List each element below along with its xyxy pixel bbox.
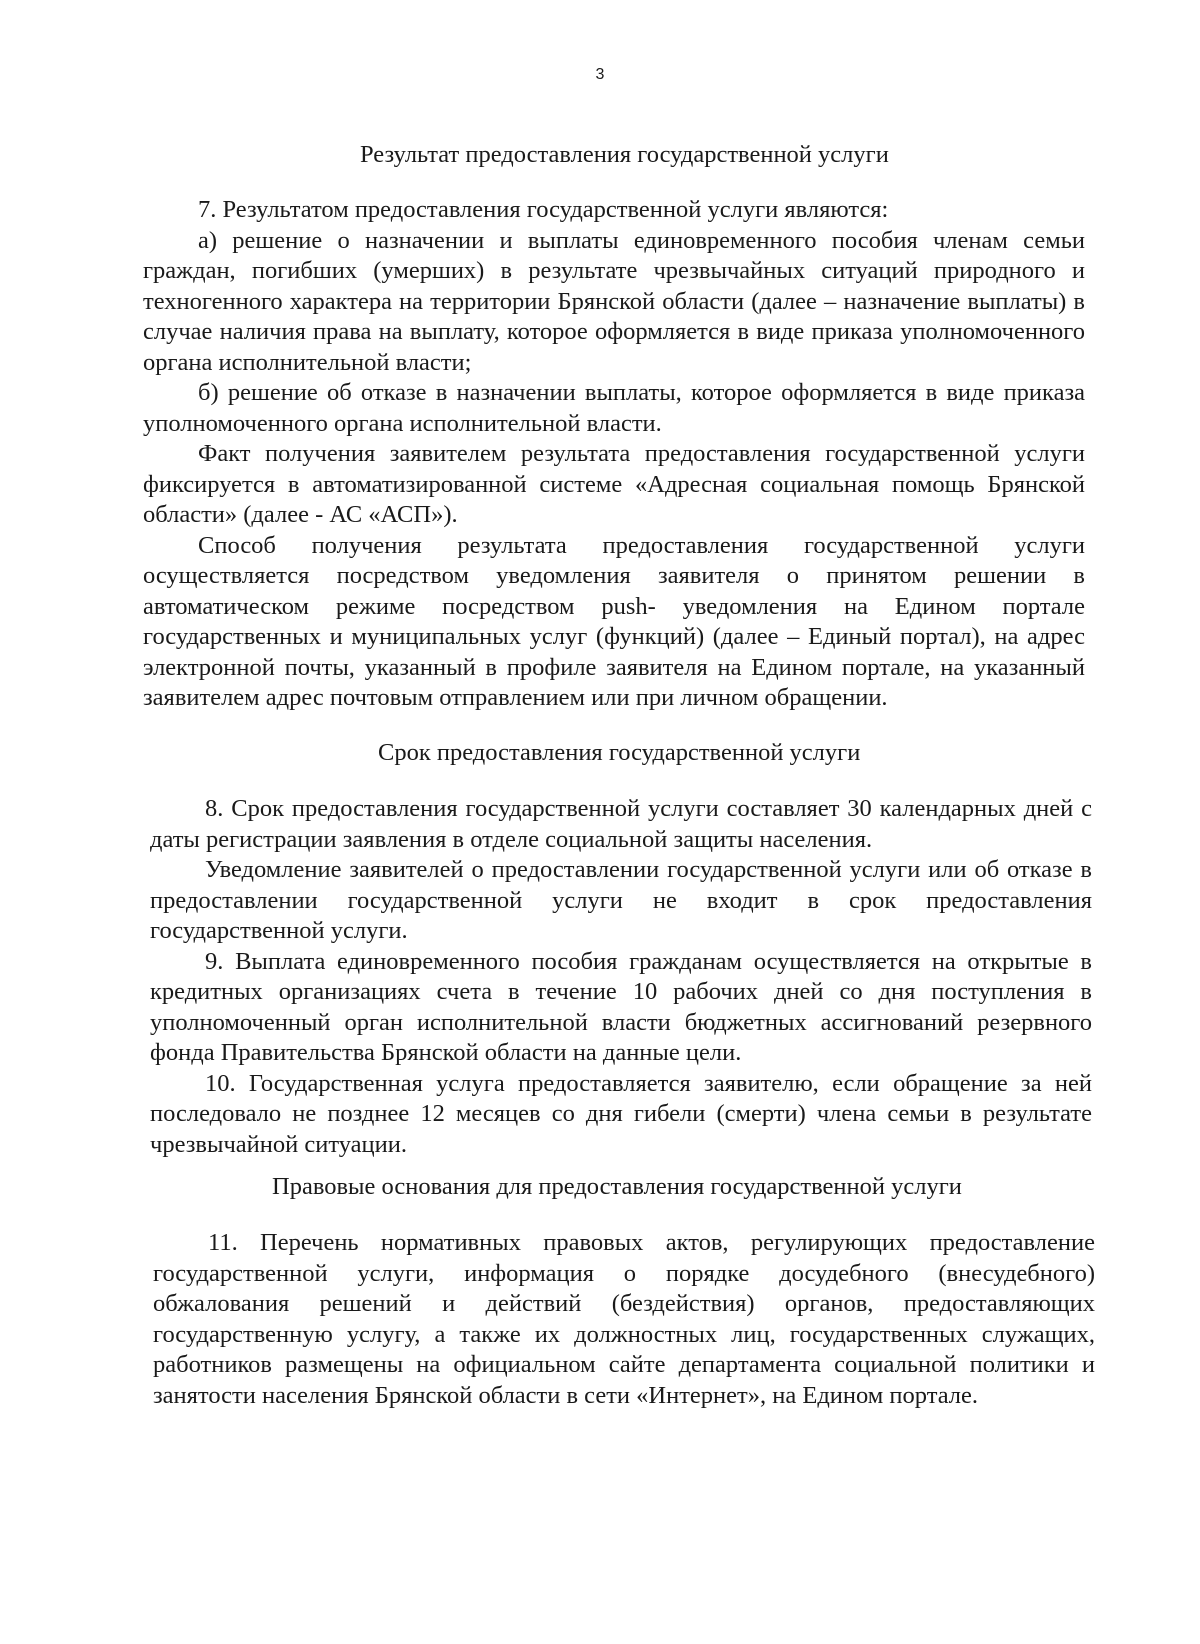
paragraph-7: 7. Результатом предоставления государственной услуги являются: (198, 196, 889, 223)
paragraph-notification: Уведомление заявителей о предоставлении государственной услуги или об отказе в предоставлении государственной услуги не входит в срок предоставления государственной услуги. (150, 856, 1092, 944)
paragraph-7b: б) решение об отказе в назначении выплаты, которое оформляется в виде приказа уполномоченного органа исполнительной власти. (143, 379, 1085, 437)
section-heading-result: Результат предоставления государственной услуги (360, 141, 889, 168)
page-number: 3 (595, 66, 605, 83)
paragraph-7a: а) решение о назначении и выплаты единовременного пособия членам семьи граждан, погибших (умерших) в результате чрезвычайных ситуаций природного и техногенного характера на территории Брянской области (далее – назначение выплаты) в случае наличия права на выплату, которое оформляется в виде приказа уполномоченного органа исполнительной власти; (143, 226, 1085, 376)
paragraph-11: 11. Перечень нормативных правовых актов, регулирующих предоставление государственной услуги, информация о порядке досудебного (внесудебного) обжалования решений и действий (бездействия) органов, предоставляющих государственную услугу, а также их должностных лиц, государственных служащих, работников размещены на официальном сайте департамента социальной политики и занятости населения Брянской области в сети «Интернет», на Едином портале. (153, 1229, 1095, 1409)
paragraph-9: 9. Выплата единовременного пособия гражданам осуществляется на открытые в кредитных организациях счета в течение 10 рабочих дней со дня поступления в уполномоченный орган исполнительной власти бюджетных ассигнований резервного фонда Правительства Брянской области на данные цели. (150, 947, 1092, 1066)
paragraph-fact: Факт получения заявителем результата предоставления государственной услуги фиксируется в автоматизированной системе «Адресная социальная помощь Брянской области» (далее - АС «АСП»). (143, 440, 1085, 528)
paragraph-method: Способ получения результата предоставления государственной услуги осуществляется посредством уведомления заявителя о принятом решении в автоматическом режиме посредством push- уведомления на Едином портале государственных и муниципальных услуг (функций) (далее – Единый портал), на адрес электронной почты, указанный в профиле заявителя на Едином портале, на указанный заявителем адрес почтовым отправлением или при личном обращении. (143, 531, 1085, 711)
section-heading-term: Срок предоставления государственной услуги (378, 739, 861, 766)
section-body-legal (153, 1228, 1095, 1411)
section-body-term (150, 794, 1092, 1160)
paragraph-8: 8. Срок предоставления государственной услуги составляет 30 календарных дней с даты регистрации заявления в отделе социальной защиты населения. (150, 795, 1092, 853)
section-body-result (143, 195, 1085, 714)
paragraph-10: 10. Государственная услуга предоставляется заявителю, если обращение за ней последовало не позднее 12 месяцев со дня гибели (смерти) члена семьи в результате чрезвычайной ситуации. (150, 1069, 1092, 1158)
section-heading-legal: Правовые основания для предоставления государственной услуги (272, 1173, 962, 1200)
